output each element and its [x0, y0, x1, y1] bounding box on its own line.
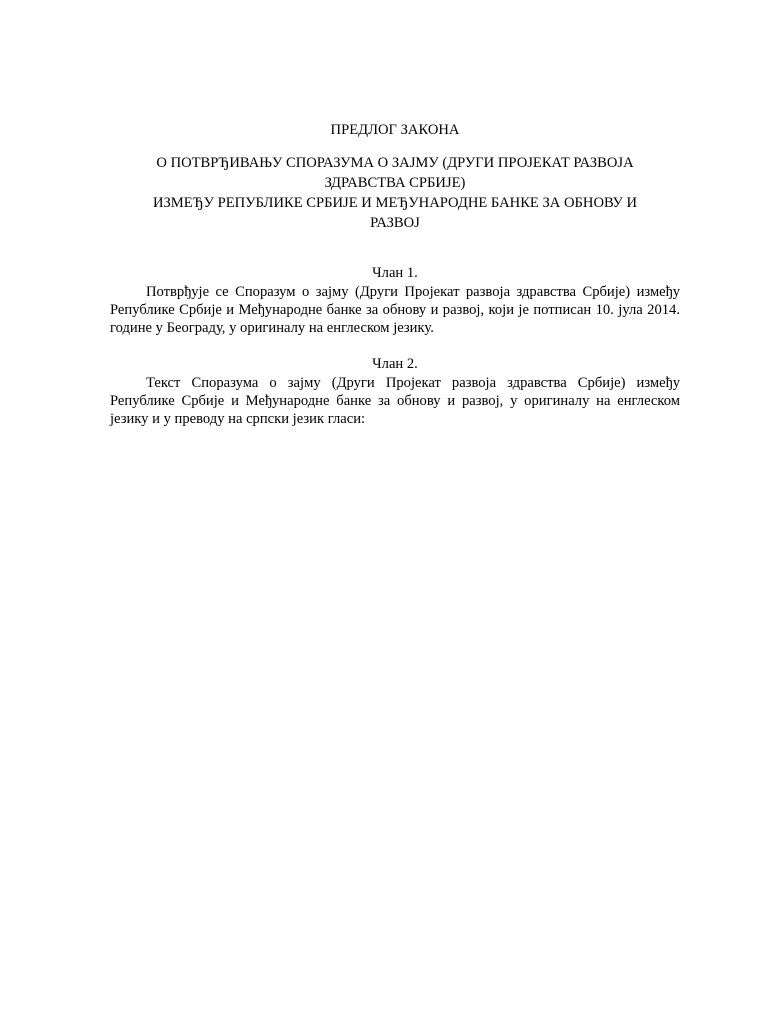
document-content	[110, 120, 680, 428]
law-title	[110, 153, 680, 233]
law-title-line: РАЗВОЈ	[370, 215, 420, 231]
article-heading: Члан 1.	[372, 265, 418, 281]
article-1	[110, 263, 680, 337]
law-title-line: О ПОТВРЂИВАЊУ СПОРАЗУМА О ЗАЈМУ (ДРУГИ ПРОЈЕКАТ РАЗВОЈА	[156, 155, 634, 171]
document-type-heading: ПРЕДЛОГ ЗАКОНА	[330, 122, 460, 138]
article-heading: Члан 2.	[372, 356, 418, 372]
law-title-line: ИЗМЕЂУ РЕПУБЛИКЕ СРБИЈЕ И МЕЂУНАРОДНЕ БАНКЕ ЗА ОБНОВУ И	[152, 195, 638, 211]
article-text: Текст Споразума о зајму (Други Пројекат развоја здравства Србије) између Републике Србије и Међународне банке за обнову и развој, у оригиналу на енглеском језику и у преводу на српски језик гласи:	[110, 375, 680, 427]
article-2	[110, 354, 680, 428]
law-title-line: ЗДРАВСТВА СРБИЈЕ)	[324, 175, 466, 191]
article-text: Потврђује се Споразум о зајму (Други Пројекат развоја здравства Србије) између Републике Србије и Међународне банке за обнову и развој, који је потписан 10. јула 2014. године у Београду, у оригиналу на енглеском језику.	[110, 284, 680, 336]
